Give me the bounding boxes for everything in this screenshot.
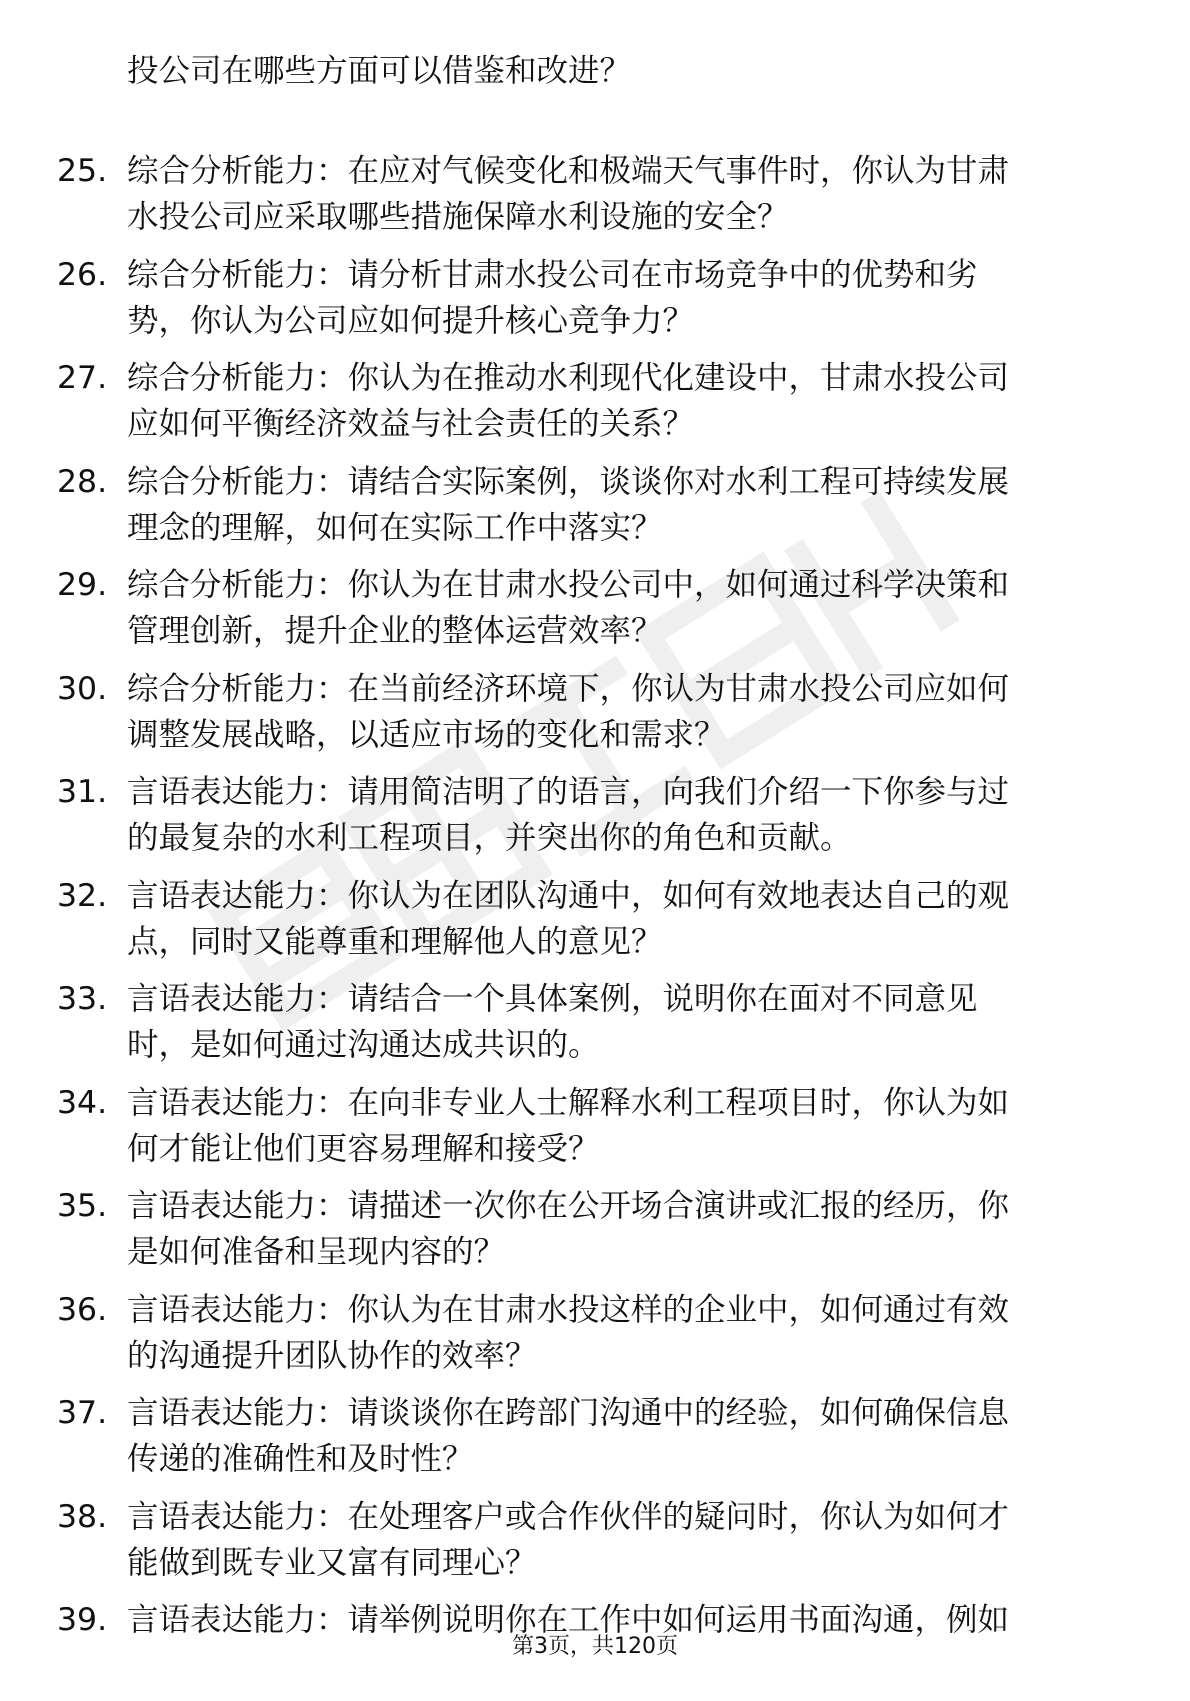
question-text bbox=[127, 252, 1127, 344]
question-number: 37. bbox=[57, 1395, 108, 1431]
question-text-line: 传递的准确性和及时性？ bbox=[127, 1441, 474, 1477]
question-text-line: 言语表达能力：你认为在甘肃水投这样的企业中，如何通过有效 bbox=[127, 1291, 1010, 1328]
question-text bbox=[127, 1287, 1127, 1379]
question-text-line: 水投公司应采取哪些措施保障水利设施的安全？ bbox=[127, 199, 789, 235]
question-text-line: 言语表达能力：请举例说明你在工作中如何运用书面沟通，例如 bbox=[127, 1602, 1010, 1638]
question-text-line: 应如何平衡经济效益与社会责任的关系？ bbox=[127, 406, 695, 442]
question-text-line: 点，同时又能尊重和理解他人的意见？ bbox=[127, 923, 663, 960]
question-list bbox=[0, 148, 1190, 1701]
question-text-line: 理念的理解，如何在实际工作中落实？ bbox=[127, 509, 663, 546]
question-number: 36. bbox=[57, 1291, 108, 1328]
question-text-line: 综合分析能力：请分析甘肃水投公司在市场竞争中的优势和劣 bbox=[127, 256, 978, 293]
question-item bbox=[0, 1183, 1190, 1287]
question-text bbox=[127, 976, 1127, 1068]
question-text-line: 言语表达能力：你认为在团队沟通中，如何有效地表达自己的观 bbox=[127, 877, 1010, 914]
question-number: 27. bbox=[57, 360, 108, 396]
question-text-line: 言语表达能力：请结合一个具体案例，说明你在面对不同意见 bbox=[127, 981, 978, 1017]
question-text-line: 何才能让他们更容易理解和接受？ bbox=[127, 1130, 600, 1167]
question-text-line: 言语表达能力：请谈谈你在跨部门沟通中的经验，如何确保信息 bbox=[127, 1395, 1010, 1431]
question-text bbox=[127, 148, 1127, 240]
question-number: 38. bbox=[57, 1498, 108, 1535]
question-text-line: 言语表达能力：请用简洁明了的语言，向我们介绍一下你参与过 bbox=[127, 774, 1010, 810]
question-text-line: 的最复杂的水利工程项目，并突出你的角色和贡献。 bbox=[127, 820, 852, 856]
page-footer: 第3页，共120页 bbox=[512, 1634, 678, 1659]
question-text-line: 言语表达能力：在处理客户或合作伙伴的疑问时，你认为如何才 bbox=[127, 1498, 1010, 1535]
question-number: 28. bbox=[57, 463, 108, 500]
question-item bbox=[0, 666, 1190, 770]
question-text-line: 综合分析能力：在应对气候变化和极端天气事件时，你认为甘肃 bbox=[127, 153, 1010, 189]
question-item bbox=[0, 252, 1190, 356]
question-item bbox=[0, 459, 1190, 563]
question-text-line: 言语表达能力：请描述一次你在公开场合演讲或汇报的经历，你 bbox=[127, 1188, 1010, 1224]
question-text-line: 综合分析能力：你认为在推动水利现代化建设中，甘肃水投公司 bbox=[127, 360, 1010, 396]
question-text-line: 能做到既专业又富有同理心？ bbox=[127, 1544, 537, 1581]
question-text bbox=[127, 873, 1127, 965]
question-text bbox=[127, 355, 1127, 447]
question-number: 35. bbox=[57, 1188, 108, 1224]
question-text-line: 调整发展战略，以适应市场的变化和需求？ bbox=[127, 716, 726, 753]
question-text bbox=[127, 459, 1127, 551]
question-text-line: 时，是如何通过沟通达成共识的。 bbox=[127, 1027, 600, 1063]
question-number: 25. bbox=[57, 153, 108, 189]
question-text-line: 综合分析能力：在当前经济环境下，你认为甘肃水投公司应如何 bbox=[127, 670, 1010, 707]
question-number: 26. bbox=[57, 256, 108, 293]
question-number: 34. bbox=[57, 1084, 108, 1121]
question-text bbox=[127, 1183, 1127, 1275]
question-text-line: 言语表达能力：在向非专业人士解释水利工程项目时，你认为如 bbox=[127, 1084, 1010, 1121]
question-number: 32. bbox=[57, 877, 108, 914]
question-item bbox=[0, 1080, 1190, 1184]
question-number: 33. bbox=[57, 981, 108, 1017]
question-item bbox=[0, 1390, 1190, 1494]
question-text bbox=[127, 769, 1127, 861]
question-text-line: 是如何准备和呈现内容的？ bbox=[127, 1234, 506, 1270]
question-text-line: 综合分析能力：你认为在甘肃水投公司中，如何通过科学决策和 bbox=[127, 567, 1010, 603]
question-item bbox=[0, 355, 1190, 459]
question-item bbox=[0, 148, 1190, 252]
question-text bbox=[127, 562, 1127, 654]
question-item bbox=[0, 769, 1190, 873]
question-text-line: 综合分析能力：请结合实际案例，谈谈你对水利工程可持续发展 bbox=[127, 463, 1010, 500]
question-text bbox=[127, 666, 1127, 758]
question-number: 29. bbox=[57, 567, 108, 603]
question-text bbox=[127, 1494, 1127, 1586]
question-item bbox=[0, 1494, 1190, 1598]
question-text-line: 的沟通提升团队协作的效率？ bbox=[127, 1337, 537, 1374]
question-number: 31. bbox=[57, 774, 108, 810]
question-text-line: 势，你认为公司应如何提升核心竞争力？ bbox=[127, 302, 695, 339]
continuation-line: 投公司在哪些方面可以借鉴和改进？ bbox=[127, 53, 632, 89]
question-item bbox=[0, 976, 1190, 1080]
question-item bbox=[0, 873, 1190, 977]
question-item bbox=[0, 562, 1190, 666]
question-item bbox=[0, 1287, 1190, 1391]
question-number: 39. bbox=[57, 1602, 108, 1638]
question-text-line: 管理创新，提升企业的整体运营效率？ bbox=[127, 613, 663, 649]
question-text bbox=[127, 1080, 1127, 1172]
question-number: 30. bbox=[57, 670, 108, 707]
question-text bbox=[127, 1390, 1127, 1482]
